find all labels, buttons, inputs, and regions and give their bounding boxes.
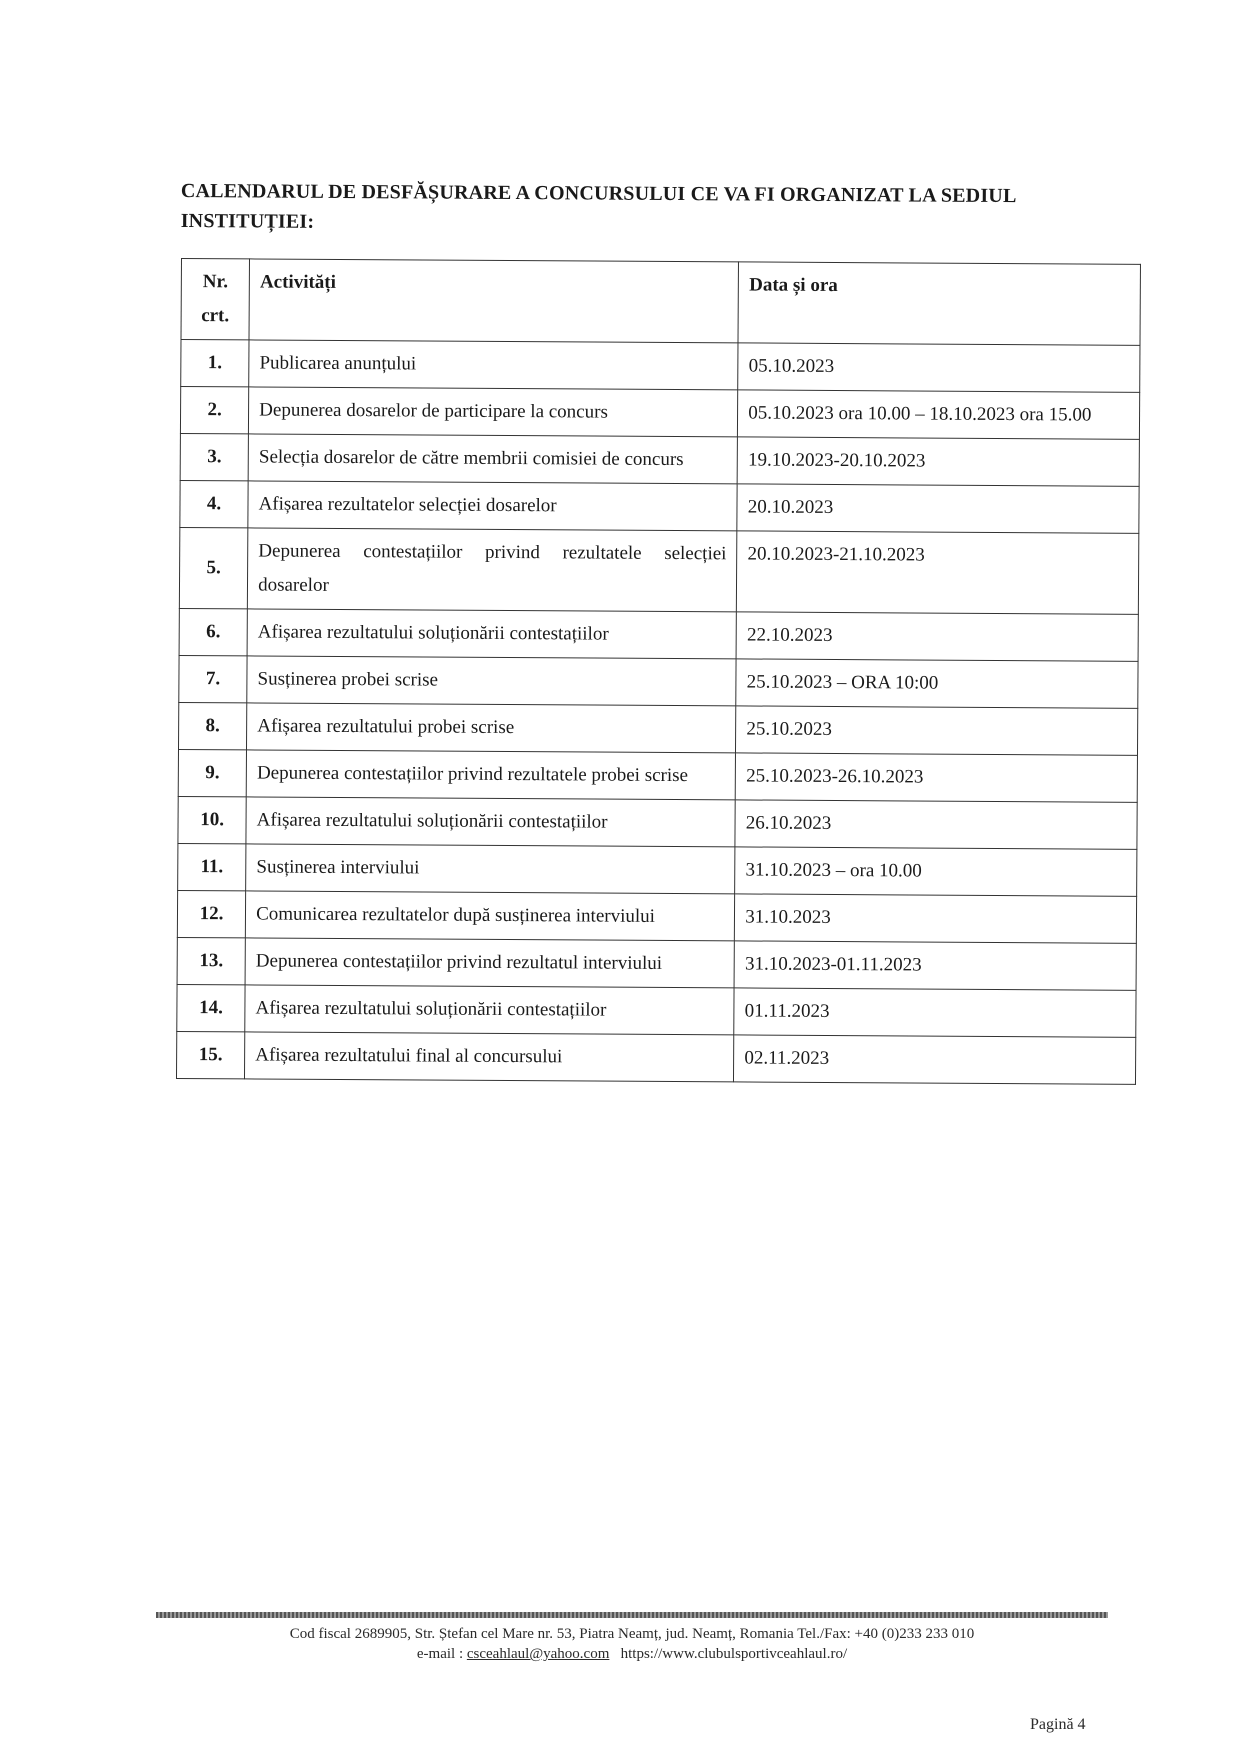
table-row bbox=[180, 387, 1139, 440]
row-activity: Selecția dosarelor de către membrii comisiei de concurs bbox=[258, 446, 684, 471]
row-nr: 8. bbox=[178, 702, 246, 749]
row-date: 01.11.2023 bbox=[734, 988, 1136, 1037]
row-date: 20.10.2023 bbox=[737, 484, 1139, 533]
row-nr: 14. bbox=[177, 984, 245, 1031]
row-date: 31.10.2023-01.11.2023 bbox=[734, 941, 1136, 990]
row-nr: 2. bbox=[180, 387, 248, 434]
row-nr: 12. bbox=[177, 890, 245, 937]
row-date: 25.10.2023 – ORA 10:00 bbox=[736, 659, 1138, 708]
row-activity: Susținerea interviului bbox=[256, 856, 420, 879]
page-number: Pagină 4 bbox=[1030, 1716, 1086, 1733]
table-row bbox=[179, 608, 1138, 661]
row-activity: Depunerea contestațiilor privind rezultatele selecției dosarelor bbox=[258, 540, 727, 596]
row-activity: Publicarea anunțului bbox=[259, 352, 417, 375]
table-row bbox=[176, 1031, 1135, 1084]
row-nr: 11. bbox=[178, 843, 246, 890]
schedule-table-wrapper bbox=[176, 258, 1141, 1085]
table-row bbox=[179, 655, 1138, 708]
footer-email-label: e-mail : bbox=[416, 1646, 464, 1662]
table-row bbox=[177, 890, 1136, 943]
row-activity: Comunicarea rezultatelor după susținerea interviului bbox=[256, 903, 656, 927]
table-row bbox=[178, 702, 1137, 755]
table-row bbox=[178, 843, 1137, 896]
row-date: 05.10.2023 bbox=[738, 343, 1140, 392]
row-date: 25.10.2023 bbox=[736, 706, 1138, 755]
row-date: 22.10.2023 bbox=[736, 612, 1138, 661]
row-activity: Susținerea probei scrise bbox=[257, 668, 439, 691]
row-date: 19.10.2023-20.10.2023 bbox=[737, 437, 1139, 486]
row-activity: Depunerea contestațiilor privind rezultatele probei scrise bbox=[256, 762, 689, 787]
schedule-table bbox=[176, 258, 1141, 1085]
row-date: 02.11.2023 bbox=[734, 1035, 1136, 1084]
document-title: CALENDARUL DE DESFĂȘURARE A CONCURSULUI CE VA FI ORGANIZAT LA SEDIUL INSTITUȚIEI: bbox=[180, 179, 1016, 233]
footer-divider bbox=[156, 1612, 1108, 1618]
header-nr: Nr. crt. bbox=[181, 259, 250, 340]
row-activity: Depunerea dosarelor de participare la concurs bbox=[259, 399, 608, 423]
header-date: Data și ora bbox=[738, 262, 1140, 345]
header-activity: Activități bbox=[249, 259, 739, 343]
footer-address: Cod fiscal 2689905, Str. Ștefan cel Mare nr. 53, Piatra Neamț, jud. Neamț, Romania Tel./Fax: +40 (0)233 233 010 bbox=[289, 1626, 975, 1642]
row-activity: Afișarea rezultatului final al concursului bbox=[255, 1044, 563, 1068]
table-header-row bbox=[181, 259, 1140, 346]
row-nr: 4. bbox=[180, 480, 248, 527]
row-nr: 1. bbox=[181, 340, 249, 387]
page-footer bbox=[156, 1612, 1108, 1664]
table-row bbox=[180, 433, 1139, 486]
row-activity: Depunerea contestațiilor privind rezultatul interviului bbox=[255, 950, 663, 974]
row-nr: 5. bbox=[179, 527, 248, 608]
row-activity: Afișarea rezultatului soluționării contestațiilor bbox=[255, 997, 607, 1021]
footer-contact bbox=[156, 1644, 1108, 1664]
row-date: 31.10.2023 bbox=[735, 894, 1137, 943]
footer-website-link[interactable]: https://www.clubulsportivceahlaul.ro/ bbox=[620, 1646, 848, 1662]
row-date: 26.10.2023 bbox=[735, 800, 1137, 849]
table-row bbox=[177, 937, 1136, 990]
row-date: 25.10.2023-26.10.2023 bbox=[735, 753, 1137, 802]
row-activity: Afișarea rezultatului soluționării contestațiilor bbox=[257, 621, 609, 645]
row-nr: 13. bbox=[177, 937, 245, 984]
row-nr: 6. bbox=[179, 608, 247, 655]
row-date: 05.10.2023 ora 10.00 – 18.10.2023 ora 15.00 bbox=[738, 390, 1140, 439]
table-row bbox=[178, 796, 1137, 849]
row-activity: Afișarea rezultatului soluționării contestațiilor bbox=[256, 809, 608, 833]
row-date: 20.10.2023-21.10.2023 bbox=[737, 531, 1139, 614]
row-nr: 9. bbox=[178, 749, 246, 796]
row-nr: 7. bbox=[179, 655, 247, 702]
table-row bbox=[179, 527, 1138, 614]
row-activity: Afișarea rezultatului probei scrise bbox=[257, 715, 515, 739]
table-row bbox=[180, 480, 1139, 533]
row-nr: 15. bbox=[176, 1031, 244, 1078]
row-activity: Afișarea rezultatelor selecției dosarelor bbox=[258, 493, 557, 517]
row-nr: 10. bbox=[178, 796, 246, 843]
table-row bbox=[177, 984, 1136, 1037]
footer-email-link[interactable]: csceahlaul@yahoo.com bbox=[466, 1646, 610, 1662]
table-row bbox=[178, 749, 1137, 802]
row-nr: 3. bbox=[180, 433, 248, 480]
row-date: 31.10.2023 – ora 10.00 bbox=[735, 847, 1137, 896]
table-row bbox=[181, 340, 1140, 393]
